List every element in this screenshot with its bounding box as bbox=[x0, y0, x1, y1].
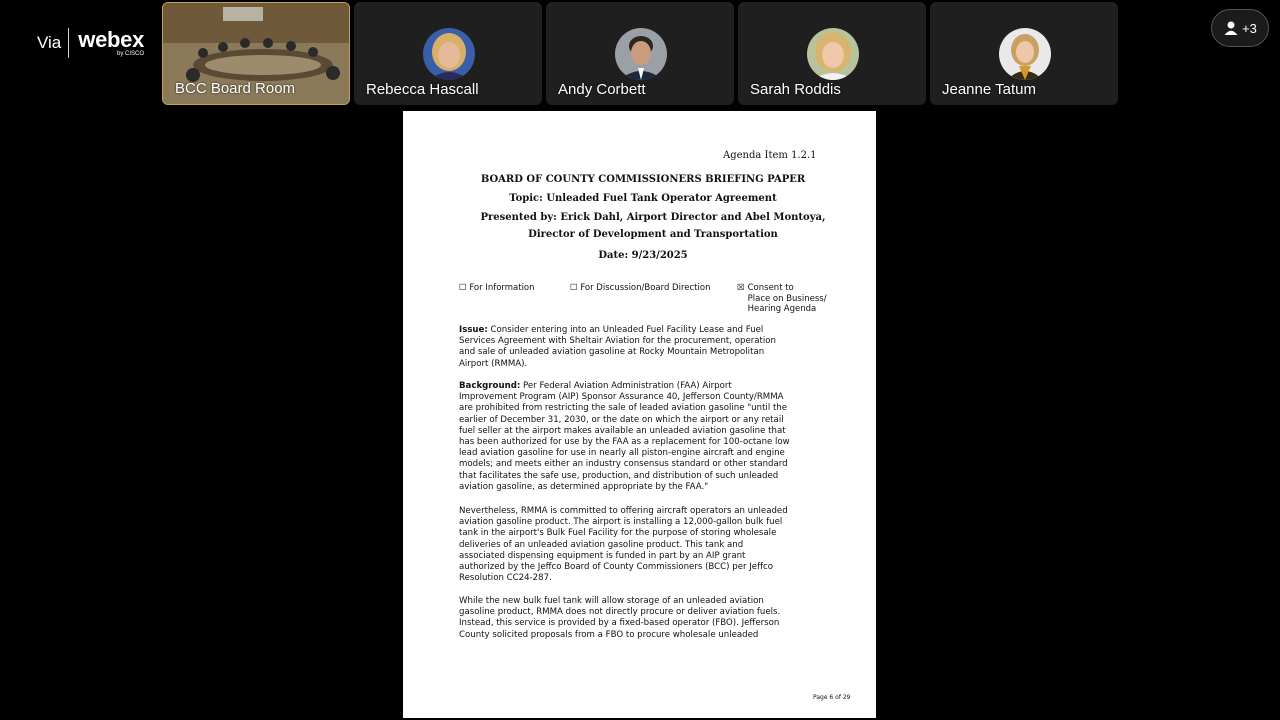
checkbox-label: For Information bbox=[469, 283, 535, 293]
more-participants-count: +3 bbox=[1242, 20, 1257, 36]
document-topic: Topic: Unleaded Fuel Tank Operator Agreement bbox=[509, 193, 777, 204]
participant-tile-sarah-roddis[interactable] bbox=[738, 2, 926, 105]
people-icon bbox=[1223, 20, 1239, 36]
avatar bbox=[807, 28, 859, 80]
checkbox-label: For Discussion/Board Direction bbox=[580, 283, 711, 293]
checkbox-icon: ☐ bbox=[459, 283, 467, 293]
webex-logo bbox=[37, 28, 144, 58]
checkbox-consent bbox=[737, 283, 827, 315]
webex-text: webex bbox=[78, 27, 145, 52]
person-avatar-icon bbox=[423, 28, 475, 80]
checkbox-for-information bbox=[459, 283, 535, 294]
participant-name: Sarah Roddis bbox=[750, 81, 841, 98]
participant-name: BCC Board Room bbox=[175, 80, 296, 97]
participant-name: Andy Corbett bbox=[558, 81, 646, 98]
person-avatar-icon bbox=[807, 28, 859, 80]
body-paragraph: Nevertheless, RMMA is committed to offering aircraft operators an unleaded aviation gasoline product. The airport is installing a 12,000-gallon bulk fuel tank in the airport's Bulk Fuel Facility for the purpose of storing wholesale deliveries of an unleaded aviation gasoline product. This tank and associated dispensing equipment is funded in part by an AIP grant authorized by the Jeffco Board of County Commissioners (BCC) per Jeffco Resolution CC24-287. bbox=[459, 506, 788, 584]
checkbox-checked-icon: ☒ bbox=[737, 283, 745, 293]
agenda-item-label: Agenda Item 1.2.1 bbox=[723, 150, 817, 161]
page-number: Page 6 of 29 bbox=[813, 694, 851, 701]
issue-paragraph bbox=[459, 325, 829, 370]
participant-name: Rebecca Hascall bbox=[366, 81, 479, 98]
person-avatar-icon bbox=[615, 28, 667, 80]
shared-document-page bbox=[403, 111, 876, 718]
document-presenters: Presented by: Erick Dahl, Airport Director and Abel Montoya, Director of Development and Transportation bbox=[480, 212, 826, 240]
background-paragraph bbox=[459, 381, 829, 493]
avatar bbox=[615, 28, 667, 80]
cisco-text: by CISCO bbox=[117, 51, 145, 57]
logo-divider bbox=[68, 28, 69, 58]
participant-tile-room[interactable] bbox=[162, 2, 350, 105]
checkbox-icon: ☐ bbox=[570, 283, 578, 293]
document-heading: BOARD OF COUNTY COMMISSIONERS BRIEFING PAPER bbox=[480, 174, 806, 185]
participant-tile-jeanne-tatum[interactable] bbox=[930, 2, 1118, 105]
avatar bbox=[999, 28, 1051, 80]
checkbox-label: Consent to Place on Business/ Hearing Agenda bbox=[747, 283, 827, 314]
more-participants-button[interactable] bbox=[1211, 9, 1269, 47]
background-label: Background: bbox=[459, 381, 521, 391]
body-paragraph: While the new bulk fuel tank will allow storage of an unleaded aviation gasoline product, RMMA does not directly procure or deliver aviation fuels. Instead, this service is provided by a fixed-based operator (FBO). Jefferson County solicited proposals from a FBO to procure wholesale unleaded bbox=[459, 596, 781, 640]
issue-label: Issue: bbox=[459, 325, 488, 335]
document-date: Date: 9/23/2025 bbox=[598, 250, 688, 261]
issue-text: Consider entering into an Unleaded Fuel Facility Lease and Fuel Services Agreement with Sheltair Aviation for the procurement, operation and sale of unleaded aviation gasoline at Rocky Mountain Metropolitan Airport (RMMA). bbox=[459, 325, 777, 369]
participant-name: Jeanne Tatum bbox=[942, 81, 1036, 98]
checkbox-for-discussion bbox=[570, 283, 710, 294]
webex-wordmark bbox=[78, 28, 144, 57]
participant-tile-andy-corbett[interactable] bbox=[546, 2, 734, 105]
person-avatar-icon bbox=[999, 28, 1051, 80]
background-text: Per Federal Aviation Administration (FAA) Airport Improvement Program (AIP) Sponsor Assurance 40, Jefferson County/RMMA are prohibited from restricting the sale of leaded aviation gasoline "until the earlier of December 31, 2030, or the date on which the airport or any retail fuel seller at the airport makes available an unleaded aviation gasoline that has been authorized for use by the FAA as a replacement for 100-octane low lead aviation gasoline for use in nearly all piston-engine aircraft and engine models; and meets either an industry consensus standard or other standard that facilitates the safe use, production, and distribution of such unleaded aviation gasoline, as determined appropriate by the FAA." bbox=[459, 381, 790, 492]
participant-tile-rebecca-hascall[interactable] bbox=[354, 2, 542, 105]
via-label: Via bbox=[37, 33, 62, 52]
avatar bbox=[423, 28, 475, 80]
